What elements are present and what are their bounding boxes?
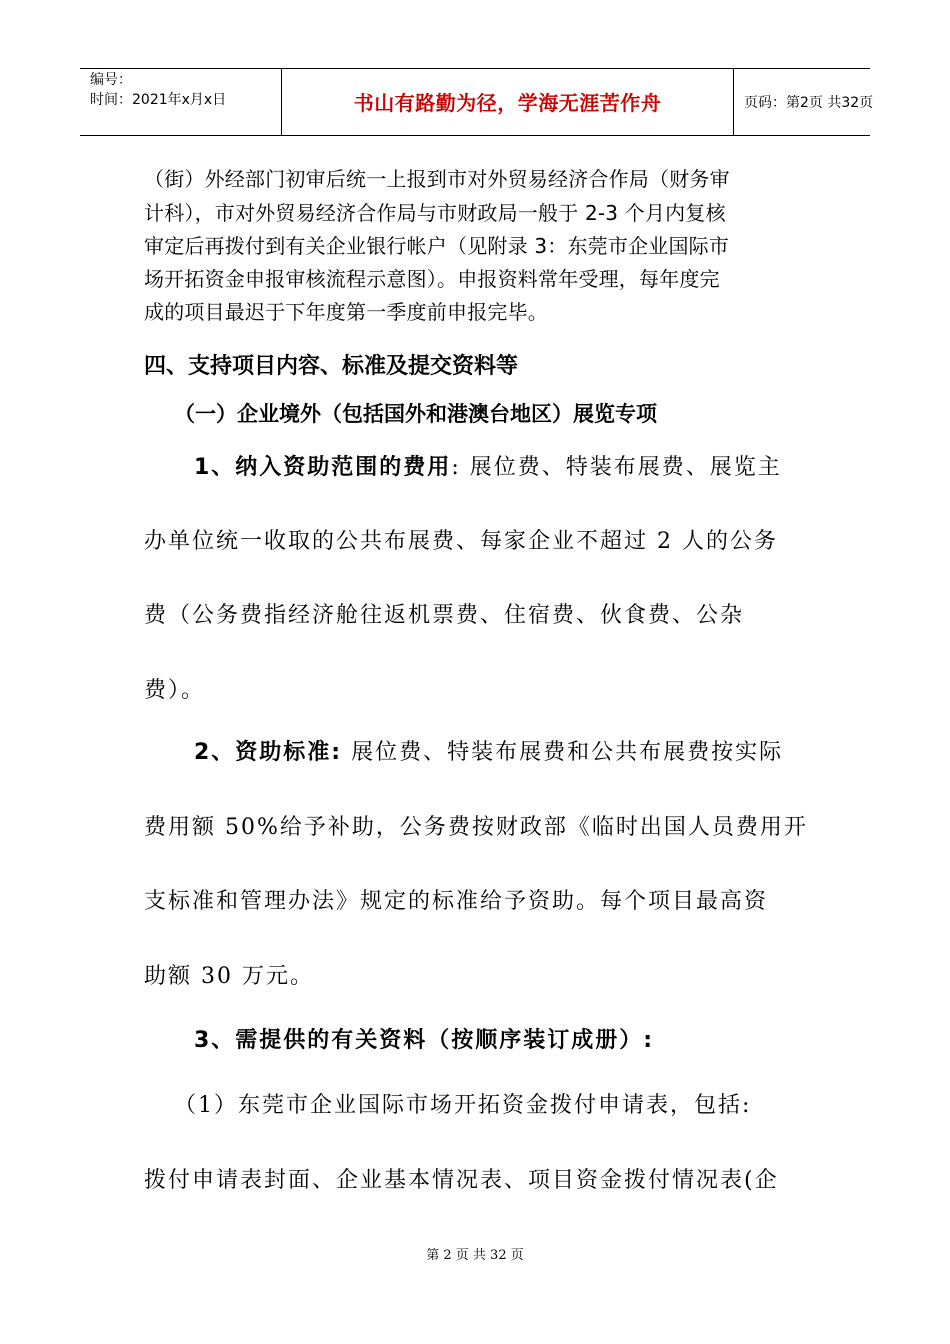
item-3-heading [194,1026,874,1056]
item-1-line-4: 费）。 [144,678,206,703]
item-1-first-line [194,453,874,483]
item-2-line-4: 助额 30 万元。 [144,964,314,989]
header-page-info: 页码：第2页 共32页 [744,95,874,111]
document-number-label: 编号： [90,72,132,88]
header-left-cell [80,69,282,135]
item-1-label: 1、纳入资助范围的费用 [194,455,452,480]
item-2-line-3: 支标准和管理办法》规定的标准给予资助。每个项目最高资 [144,889,769,914]
item-1-line-2: 办单位统一收取的公共布展费、每家企业不超过 2 人的公务 [144,529,778,554]
intro-line-5: 成的项目最迟于下年度第一季度前申报完毕。 [144,300,548,324]
header-middle-cell [282,69,734,135]
header-right-cell [734,69,874,135]
item-2-text: 展位费、特装布展费和公共布展费按实际 [342,740,784,765]
item-2-label: 2、资助标准: [194,740,343,765]
item-3-label: 3、需提供的有关资料（按顺序装订成册）: [194,1028,655,1053]
header-motto: 书山有路勤为径，学海无涯苦作舟 [353,91,662,115]
item-2-line-2: 费用额 50%给予补助，公务费按财政部《临时出国人员费用开 [144,815,808,840]
section-4-heading: 四、支持项目内容、标准及提交资料等 [144,354,519,379]
intro-line-3: 审定后再拨付到有关企业银行帐户（见附录 3：东莞市企业国际市 [144,234,730,258]
item-2-first-line [194,738,874,768]
intro-line-1: （街）外经部门初审后统一上报到市对外贸易经济合作局（财务审 [144,167,730,191]
intro-line-4: 场开拓资金申报审核流程示意图）。申报资料常年受理，每年度完 [144,267,720,291]
item-1-line-3: 费（公务费指经济舱往返机票费、住宿费、伙食费、公杂 [144,603,745,628]
item-3-sub-1-line-2: 拨付申请表封面、企业基本情况表、项目资金拨付情况表(企 [144,1168,779,1193]
document-header [80,68,874,136]
intro-line-2: 计科），市对外贸易经济合作局与市财政局一般于 2-3 个月内复核 [144,201,726,225]
item-3-sub-1-line-1: （1）东莞市企业国际市场开拓资金拨付申请表，包括: [174,1093,752,1118]
document-date-label: 时间：2021年x月x日 [90,92,227,108]
subsection-1-heading: （一）企业境外（包括国外和港澳台地区）展览专项 [174,402,657,426]
page-footer: 第 2 页 共 32 页 [426,1248,524,1263]
item-1-text: : 展位费、特装布展费、展览主 [451,455,782,480]
